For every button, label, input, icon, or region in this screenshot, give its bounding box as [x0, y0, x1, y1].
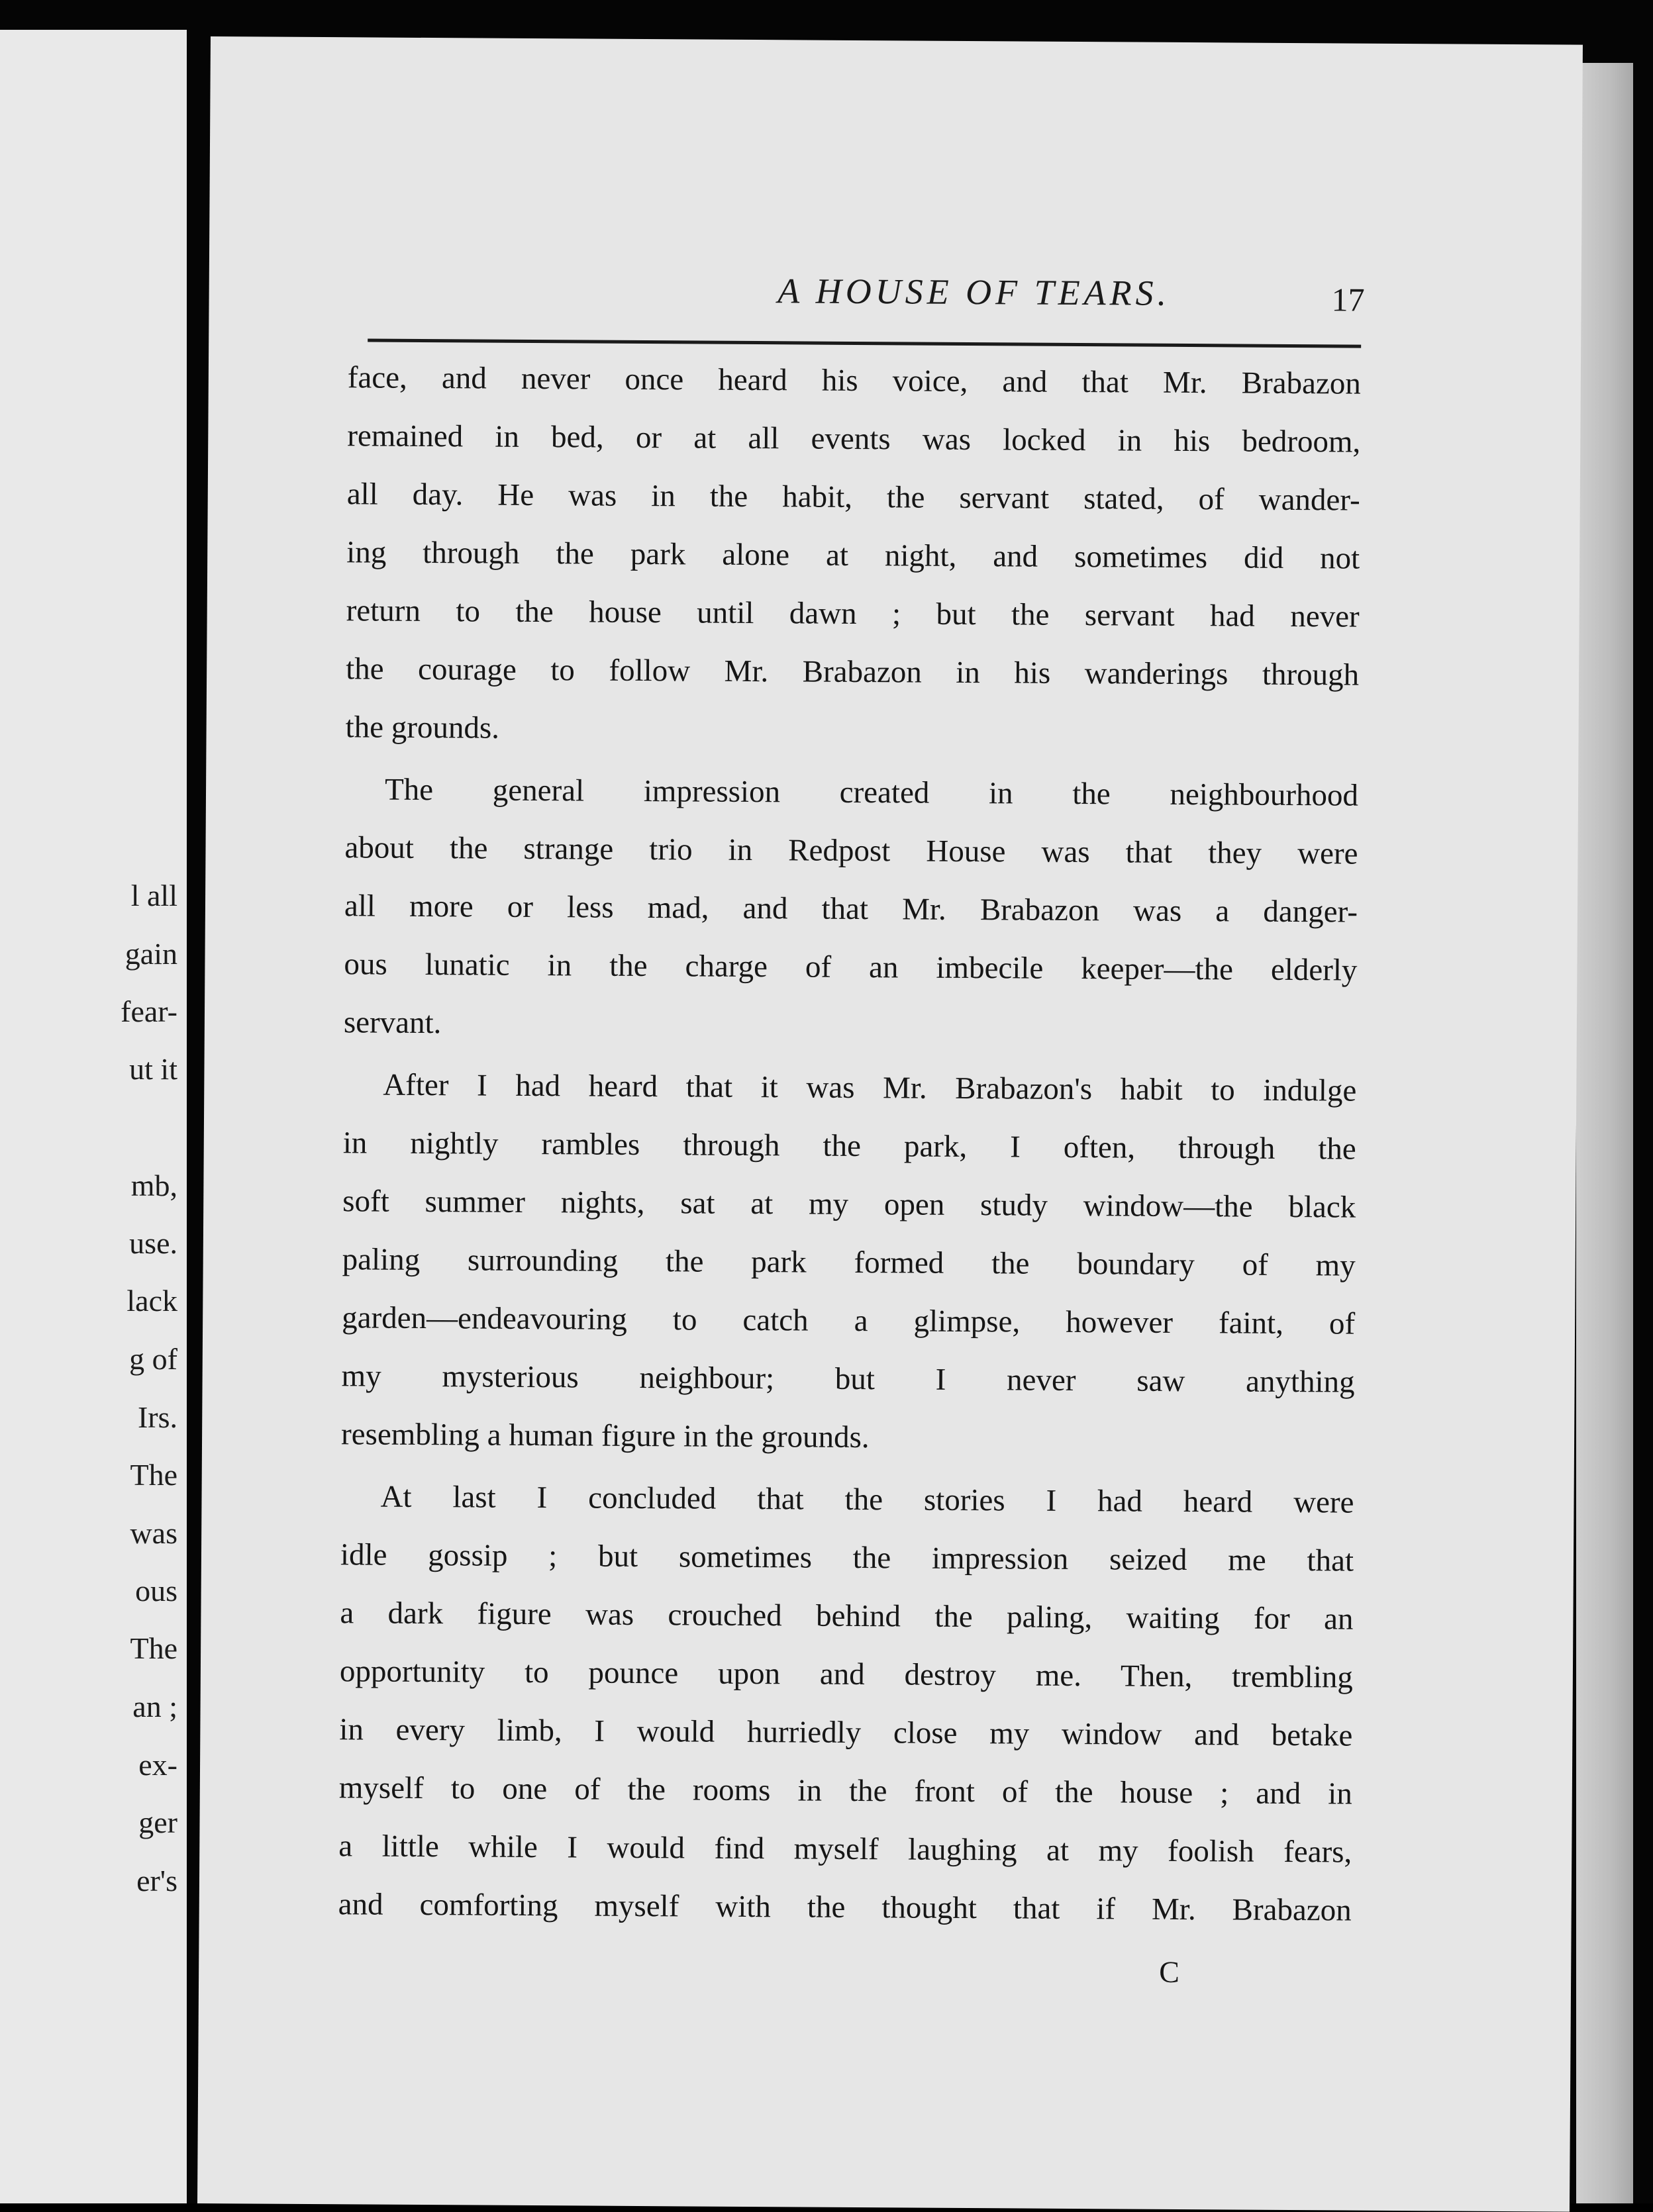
left-page-line: fear-	[121, 994, 177, 1028]
left-page-line: l all	[130, 879, 177, 912]
left-page-line: ex-	[138, 1748, 177, 1782]
text-line: soft summer nights, sat at my open study window—the black	[342, 1184, 1356, 1225]
signature-mark: C	[1159, 1954, 1180, 1989]
left-page-line: Irs.	[137, 1400, 177, 1434]
left-page-line: ger	[138, 1805, 177, 1839]
text-line: resembling a human figure in the grounds.	[340, 1417, 870, 1455]
text-line: face, and never once heard his voice, and that Mr. Brabazon	[347, 360, 1361, 401]
left-page-line: mb,	[130, 1169, 177, 1202]
text-line: ous lunatic in the charge of an imbecile keeper—the elderly	[344, 947, 1358, 988]
text-line: opportunity to pounce upon and destroy me. Then, trembling	[339, 1654, 1354, 1695]
text-line: ing through the park alone at night, and sometimes did not	[346, 535, 1360, 576]
running-head: A HOUSE OF TEARS.	[777, 271, 1171, 313]
left-page-line: use.	[129, 1226, 177, 1260]
text-line: and comforting myself with the thought that if Mr. Brabazon	[338, 1887, 1352, 1928]
text-line: remained in bed, or at all events was locked in his bedroom,	[347, 418, 1361, 459]
page-edge	[1576, 63, 1633, 2203]
left-page-line: ous	[135, 1574, 177, 1608]
text-line: all more or less mad, and that Mr. Brabazon was a danger-	[344, 889, 1358, 930]
header-rule	[368, 338, 1361, 348]
left-page-line: lack	[126, 1284, 177, 1318]
text-line: all day. He was in the habit, the servant stated, of wander-	[346, 477, 1360, 518]
text-line: servant.	[343, 1005, 442, 1041]
left-page-line: gain	[125, 937, 177, 971]
left-page-line: The	[130, 1458, 177, 1492]
book-page	[197, 36, 1583, 2212]
left-page-line: g of	[129, 1342, 177, 1376]
text-line: the grounds.	[345, 710, 500, 745]
text-line: a little while I would find myself laughing at my foolish fears,	[338, 1829, 1352, 1870]
left-page-line: The	[130, 1631, 177, 1665]
text-line: paling surrounding the park formed the boundary of my	[342, 1242, 1356, 1283]
text-line: in nightly rambles through the park, I often, through the	[342, 1126, 1356, 1167]
text-line: After I had heard that it was Mr. Brabazon's habit to indulge	[383, 1067, 1357, 1108]
text-line: return to the house until dawn ; but the servant had never	[346, 593, 1360, 634]
text-line: my mysterious neighbour; but I never saw anything	[341, 1359, 1355, 1400]
text-line: the courage to follow Mr. Brabazon in his wanderings through	[346, 651, 1360, 693]
text-line: garden—endeavouring to catch a glimpse, however faint, of	[342, 1300, 1356, 1341]
left-page-line: an ;	[132, 1690, 177, 1723]
text-line: At last I concluded that the stories I had heard were	[380, 1479, 1354, 1520]
text-line: myself to one of the rooms in the front of the house ; and in	[338, 1770, 1352, 1811]
left-page-fragment	[0, 30, 187, 2203]
text-line: The general impression created in the neighbourhood	[384, 772, 1359, 813]
left-page-line: er's	[136, 1864, 177, 1898]
left-page-line: ut it	[129, 1052, 177, 1086]
text-line: in every limb, I would hurriedly close my window and betake	[339, 1712, 1353, 1753]
text-line: about the strange trio in Redpost House was that they were	[344, 830, 1358, 871]
page-number: 17	[1331, 281, 1365, 318]
text-line: idle gossip ; but sometimes the impression seized me that	[340, 1537, 1354, 1578]
left-page-line: was	[130, 1516, 177, 1550]
text-line: a dark figure was crouched behind the paling, waiting for an	[340, 1596, 1354, 1637]
body-text	[338, 348, 1362, 1939]
